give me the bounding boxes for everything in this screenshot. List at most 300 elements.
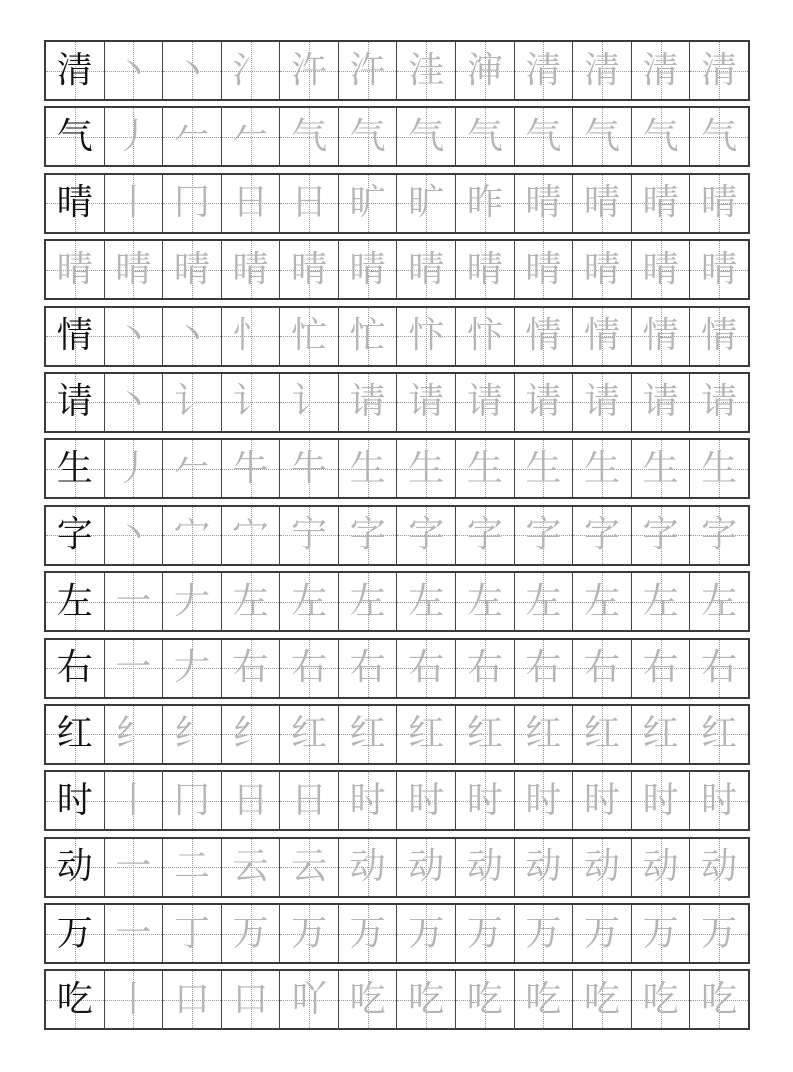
stroke-order-character: 右	[291, 647, 328, 689]
stroke-order-character: 丶	[173, 315, 210, 357]
practice-stroke-cell	[396, 839, 455, 896]
practice-stroke-cell	[396, 374, 455, 431]
model-character-cell	[46, 772, 104, 829]
writing-worksheet	[44, 40, 750, 1036]
practice-stroke-cell	[338, 308, 397, 365]
model-character: 晴	[56, 248, 93, 290]
practice-stroke-cell	[514, 308, 573, 365]
practice-stroke-cell	[514, 108, 573, 165]
practice-stroke-cell	[338, 839, 397, 896]
practice-stroke-cell	[572, 440, 631, 497]
practice-stroke-cell	[221, 308, 280, 365]
model-character: 时	[56, 779, 93, 821]
stroke-order-character: 晴	[525, 248, 562, 290]
stroke-order-character: 字	[408, 514, 445, 556]
stroke-order-character: 字	[349, 514, 386, 556]
stroke-order-character: 万	[642, 912, 679, 954]
row-qing-sunny-1	[44, 173, 750, 234]
stroke-order-character: 丿	[115, 115, 152, 157]
stroke-order-character: 晴	[642, 248, 679, 290]
practice-stroke-cell	[455, 706, 514, 763]
practice-stroke-cell	[338, 241, 397, 298]
practice-stroke-cell	[631, 971, 690, 1028]
practice-stroke-cell	[338, 507, 397, 564]
practice-stroke-cell	[338, 905, 397, 962]
stroke-order-character: 忭	[466, 315, 503, 357]
practice-stroke-cell	[631, 175, 690, 232]
practice-stroke-cell	[396, 241, 455, 298]
stroke-order-character: 右	[525, 647, 562, 689]
practice-stroke-cell	[631, 374, 690, 431]
model-character-cell	[46, 241, 104, 298]
stroke-order-character: 动	[642, 846, 679, 888]
model-character: 清	[56, 49, 93, 91]
practice-stroke-cell	[396, 42, 455, 99]
stroke-order-character: 清	[525, 49, 562, 91]
row-qing-sunny-2	[44, 239, 750, 300]
stroke-order-character: 晴	[349, 248, 386, 290]
stroke-order-character: 左	[349, 580, 386, 622]
practice-stroke-cell	[221, 241, 280, 298]
stroke-order-character: 时	[408, 779, 445, 821]
stroke-order-character: 晴	[525, 182, 562, 224]
practice-stroke-cell	[279, 971, 338, 1028]
practice-stroke-cell	[514, 573, 573, 630]
stroke-order-character: 𠂇	[173, 580, 210, 622]
practice-stroke-cell	[572, 308, 631, 365]
practice-stroke-cell	[455, 839, 514, 896]
practice-stroke-cell	[514, 839, 573, 896]
stroke-order-character: 动	[701, 846, 738, 888]
practice-stroke-cell	[279, 706, 338, 763]
practice-stroke-cell	[104, 706, 163, 763]
stroke-order-character: 晴	[466, 248, 503, 290]
practice-stroke-cell	[572, 108, 631, 165]
model-character: 右	[56, 647, 93, 689]
practice-stroke-cell	[104, 175, 163, 232]
practice-stroke-cell	[631, 507, 690, 564]
stroke-order-character: 右	[349, 647, 386, 689]
practice-stroke-cell	[221, 507, 280, 564]
stroke-order-character: 口	[232, 978, 269, 1020]
practice-stroke-cell	[221, 440, 280, 497]
practice-stroke-cell	[572, 374, 631, 431]
model-character-cell	[46, 971, 104, 1028]
practice-stroke-cell	[279, 573, 338, 630]
stroke-order-character: 字	[525, 514, 562, 556]
practice-stroke-cell	[221, 374, 280, 431]
stroke-order-character: 一	[115, 580, 152, 622]
model-character: 字	[56, 514, 93, 556]
stroke-order-character: 生	[642, 447, 679, 489]
practice-stroke-cell	[162, 241, 221, 298]
stroke-order-character: 晴	[583, 248, 620, 290]
practice-stroke-cell	[162, 640, 221, 697]
stroke-order-character: 左	[466, 580, 503, 622]
practice-stroke-cell	[396, 772, 455, 829]
stroke-order-character: 二	[173, 846, 210, 888]
practice-stroke-cell	[514, 640, 573, 697]
practice-stroke-cell	[279, 308, 338, 365]
practice-stroke-cell	[514, 706, 573, 763]
practice-stroke-cell	[631, 308, 690, 365]
stroke-order-character: 左	[583, 580, 620, 622]
practice-stroke-cell	[572, 42, 631, 99]
stroke-order-character: 红	[701, 713, 738, 755]
stroke-order-character: 丶	[115, 315, 152, 357]
stroke-order-character: 左	[408, 580, 445, 622]
practice-stroke-cell	[162, 440, 221, 497]
practice-stroke-cell	[572, 507, 631, 564]
practice-stroke-cell	[279, 241, 338, 298]
practice-stroke-cell	[631, 905, 690, 962]
stroke-order-character: 动	[466, 846, 503, 888]
stroke-order-character: 晴	[583, 182, 620, 224]
stroke-order-character: 生	[349, 447, 386, 489]
practice-stroke-cell	[631, 839, 690, 896]
practice-stroke-cell	[279, 374, 338, 431]
practice-stroke-cell	[338, 374, 397, 431]
practice-stroke-cell	[631, 640, 690, 697]
model-character-cell	[46, 640, 104, 697]
practice-stroke-cell	[455, 108, 514, 165]
stroke-order-character: 日	[232, 182, 269, 224]
stroke-order-character: 吃	[701, 978, 738, 1020]
model-character: 情	[56, 315, 93, 357]
stroke-order-character: 右	[466, 647, 503, 689]
stroke-order-character: 生	[701, 447, 738, 489]
stroke-order-character: 纟	[173, 713, 210, 755]
stroke-order-character: 红	[525, 713, 562, 755]
practice-stroke-cell	[338, 640, 397, 697]
practice-stroke-cell	[572, 175, 631, 232]
practice-stroke-cell	[104, 905, 163, 962]
practice-stroke-cell	[631, 706, 690, 763]
model-character: 生	[56, 447, 93, 489]
practice-stroke-cell	[104, 507, 163, 564]
stroke-order-character: 动	[408, 846, 445, 888]
stroke-order-character: 吃	[525, 978, 562, 1020]
stroke-order-character: 红	[466, 713, 503, 755]
stroke-order-character: 晴	[408, 248, 445, 290]
practice-stroke-cell	[689, 108, 748, 165]
practice-stroke-cell	[396, 507, 455, 564]
stroke-order-character: 口	[173, 978, 210, 1020]
practice-stroke-cell	[455, 772, 514, 829]
practice-stroke-cell	[455, 905, 514, 962]
stroke-order-character: 丶	[115, 514, 152, 556]
stroke-order-character: 纟	[115, 713, 152, 755]
model-character: 左	[56, 580, 93, 622]
practice-stroke-cell	[514, 241, 573, 298]
stroke-order-character: 生	[466, 447, 503, 489]
stroke-order-character: 动	[525, 846, 562, 888]
practice-stroke-cell	[689, 507, 748, 564]
stroke-order-character: 丶	[115, 49, 152, 91]
practice-stroke-cell	[162, 905, 221, 962]
stroke-order-character: 晴	[173, 248, 210, 290]
model-character-cell	[46, 573, 104, 630]
practice-stroke-cell	[104, 640, 163, 697]
stroke-order-character: 昨	[466, 182, 503, 224]
stroke-order-character: 时	[466, 779, 503, 821]
practice-stroke-cell	[631, 42, 690, 99]
stroke-order-character: 红	[642, 713, 679, 755]
practice-stroke-cell	[396, 971, 455, 1028]
practice-stroke-cell	[572, 640, 631, 697]
stroke-order-character: 吖	[291, 978, 328, 1020]
stroke-order-character: 纟	[232, 713, 269, 755]
stroke-order-character: 万	[701, 912, 738, 954]
practice-stroke-cell	[572, 839, 631, 896]
stroke-order-character: 右	[583, 647, 620, 689]
stroke-order-character: 时	[349, 779, 386, 821]
stroke-order-character: 红	[349, 713, 386, 755]
practice-stroke-cell	[514, 971, 573, 1028]
row-qing-feeling	[44, 306, 750, 367]
practice-stroke-cell	[455, 374, 514, 431]
stroke-order-character: 吃	[583, 978, 620, 1020]
practice-stroke-cell	[396, 905, 455, 962]
row-qi-air	[44, 106, 750, 167]
stroke-order-character: 请	[466, 381, 503, 423]
practice-stroke-cell	[455, 573, 514, 630]
stroke-order-character: 气	[408, 115, 445, 157]
model-character-cell	[46, 839, 104, 896]
stroke-order-character: 气	[701, 115, 738, 157]
row-chi	[44, 969, 750, 1030]
stroke-order-character: 忄	[232, 315, 269, 357]
model-character: 请	[56, 381, 93, 423]
stroke-order-character: 晴	[701, 248, 738, 290]
practice-stroke-cell	[221, 640, 280, 697]
stroke-order-character: 日	[232, 779, 269, 821]
stroke-order-character: 氵	[232, 49, 269, 91]
practice-stroke-cell	[338, 971, 397, 1028]
stroke-order-character: 情	[525, 315, 562, 357]
stroke-order-character: 丶	[115, 381, 152, 423]
stroke-order-character: 万	[232, 912, 269, 954]
practice-stroke-cell	[631, 772, 690, 829]
row-shi	[44, 770, 750, 831]
practice-stroke-cell	[162, 108, 221, 165]
stroke-order-character: 冂	[173, 182, 210, 224]
practice-stroke-cell	[279, 640, 338, 697]
stroke-order-character: 字	[642, 514, 679, 556]
practice-stroke-cell	[162, 507, 221, 564]
practice-stroke-cell	[279, 905, 338, 962]
stroke-order-character: 丁	[173, 912, 210, 954]
row-zuo	[44, 571, 750, 632]
stroke-order-character: 云	[232, 846, 269, 888]
practice-stroke-cell	[514, 772, 573, 829]
stroke-order-character: 丨	[115, 182, 152, 224]
stroke-order-character: 时	[642, 779, 679, 821]
stroke-order-character: 时	[525, 779, 562, 821]
practice-stroke-cell	[104, 241, 163, 298]
stroke-order-character: 右	[701, 647, 738, 689]
practice-stroke-cell	[689, 706, 748, 763]
stroke-order-character: 气	[291, 115, 328, 157]
model-character: 晴	[56, 182, 93, 224]
stroke-order-character: 吃	[642, 978, 679, 1020]
stroke-order-character: 渖	[466, 49, 503, 91]
stroke-order-character: 晴	[642, 182, 679, 224]
stroke-order-character: 清	[583, 49, 620, 91]
practice-stroke-cell	[221, 772, 280, 829]
stroke-order-character: 请	[525, 381, 562, 423]
stroke-order-character: 宀	[232, 514, 269, 556]
stroke-order-character: 红	[583, 713, 620, 755]
stroke-order-character: 请	[583, 381, 620, 423]
stroke-order-character: 情	[642, 315, 679, 357]
practice-stroke-cell	[104, 42, 163, 99]
stroke-order-character: 吃	[408, 978, 445, 1020]
stroke-order-character: 丨	[115, 779, 152, 821]
stroke-order-character: 时	[583, 779, 620, 821]
stroke-order-character: 动	[583, 846, 620, 888]
stroke-order-character: 一	[115, 647, 152, 689]
stroke-order-character: 气	[466, 115, 503, 157]
practice-stroke-cell	[689, 308, 748, 365]
stroke-order-character: 云	[291, 846, 328, 888]
stroke-order-character: 𠂇	[173, 647, 210, 689]
practice-stroke-cell	[162, 42, 221, 99]
stroke-order-character: 清	[701, 49, 738, 91]
practice-stroke-cell	[631, 108, 690, 165]
practice-stroke-cell	[455, 507, 514, 564]
practice-stroke-cell	[631, 241, 690, 298]
stroke-order-character: 万	[583, 912, 620, 954]
practice-stroke-cell	[689, 175, 748, 232]
model-character: 万	[56, 912, 93, 954]
model-character-cell	[46, 706, 104, 763]
practice-stroke-cell	[221, 175, 280, 232]
practice-stroke-cell	[104, 308, 163, 365]
model-character-cell	[46, 175, 104, 232]
stroke-order-character: 右	[232, 647, 269, 689]
practice-stroke-cell	[455, 440, 514, 497]
stroke-order-character: 动	[349, 846, 386, 888]
model-character: 动	[56, 846, 93, 888]
practice-stroke-cell	[279, 839, 338, 896]
stroke-order-character: 清	[642, 49, 679, 91]
practice-stroke-cell	[689, 839, 748, 896]
stroke-order-character: 时	[701, 779, 738, 821]
stroke-order-character: 左	[642, 580, 679, 622]
practice-stroke-cell	[572, 573, 631, 630]
stroke-order-character: 𠂉	[232, 115, 269, 157]
practice-stroke-cell	[514, 440, 573, 497]
stroke-order-character: 情	[583, 315, 620, 357]
model-character-cell	[46, 905, 104, 962]
stroke-order-character: 红	[291, 713, 328, 755]
stroke-order-character: 右	[642, 647, 679, 689]
stroke-order-character: 生	[583, 447, 620, 489]
practice-stroke-cell	[572, 772, 631, 829]
practice-stroke-cell	[689, 440, 748, 497]
row-qing-clear	[44, 40, 750, 101]
stroke-order-character: 晴	[701, 182, 738, 224]
practice-stroke-cell	[279, 42, 338, 99]
practice-stroke-cell	[221, 971, 280, 1028]
stroke-order-character: 冂	[173, 779, 210, 821]
row-sheng	[44, 438, 750, 499]
model-character: 气	[56, 115, 93, 157]
stroke-order-character: 万	[525, 912, 562, 954]
practice-stroke-cell	[514, 905, 573, 962]
practice-stroke-cell	[631, 573, 690, 630]
practice-stroke-cell	[162, 706, 221, 763]
practice-stroke-cell	[279, 175, 338, 232]
stroke-order-character: 旷	[408, 182, 445, 224]
practice-stroke-cell	[104, 839, 163, 896]
practice-stroke-cell	[689, 573, 748, 630]
practice-stroke-cell	[162, 772, 221, 829]
practice-stroke-cell	[162, 175, 221, 232]
practice-stroke-cell	[104, 971, 163, 1028]
stroke-order-character: 生	[525, 447, 562, 489]
practice-stroke-cell	[631, 440, 690, 497]
practice-stroke-cell	[572, 905, 631, 962]
stroke-order-character: 气	[642, 115, 679, 157]
practice-stroke-cell	[689, 640, 748, 697]
practice-stroke-cell	[338, 42, 397, 99]
stroke-order-character: 左	[232, 580, 269, 622]
model-character-cell	[46, 308, 104, 365]
stroke-order-character: 讠	[232, 381, 269, 423]
stroke-order-character: 字	[583, 514, 620, 556]
practice-stroke-cell	[689, 42, 748, 99]
model-character-cell	[46, 507, 104, 564]
practice-stroke-cell	[221, 42, 280, 99]
practice-stroke-cell	[221, 905, 280, 962]
practice-stroke-cell	[396, 640, 455, 697]
stroke-order-character: 吃	[466, 978, 503, 1020]
stroke-order-character: 忙	[349, 315, 386, 357]
stroke-order-character: 晴	[115, 248, 152, 290]
practice-stroke-cell	[689, 772, 748, 829]
stroke-order-character: 忙	[291, 315, 328, 357]
stroke-order-character: 丶	[173, 49, 210, 91]
stroke-order-character: 右	[408, 647, 445, 689]
practice-stroke-cell	[279, 108, 338, 165]
stroke-order-character: 气	[349, 115, 386, 157]
practice-stroke-cell	[221, 573, 280, 630]
practice-stroke-cell	[455, 640, 514, 697]
practice-stroke-cell	[396, 440, 455, 497]
stroke-order-character: 牛	[232, 447, 269, 489]
stroke-order-character: 一	[115, 846, 152, 888]
row-you	[44, 638, 750, 699]
row-dong	[44, 837, 750, 898]
practice-stroke-cell	[338, 772, 397, 829]
practice-stroke-cell	[104, 108, 163, 165]
practice-stroke-cell	[396, 573, 455, 630]
stroke-order-character: 字	[701, 514, 738, 556]
practice-stroke-cell	[104, 573, 163, 630]
stroke-order-character: 一	[115, 912, 152, 954]
stroke-order-character: 汻	[291, 49, 328, 91]
practice-stroke-cell	[221, 108, 280, 165]
practice-stroke-cell	[572, 971, 631, 1028]
practice-stroke-cell	[162, 374, 221, 431]
practice-stroke-cell	[455, 971, 514, 1028]
practice-stroke-cell	[514, 374, 573, 431]
practice-stroke-cell	[162, 573, 221, 630]
row-hong	[44, 704, 750, 765]
stroke-order-character: 万	[408, 912, 445, 954]
